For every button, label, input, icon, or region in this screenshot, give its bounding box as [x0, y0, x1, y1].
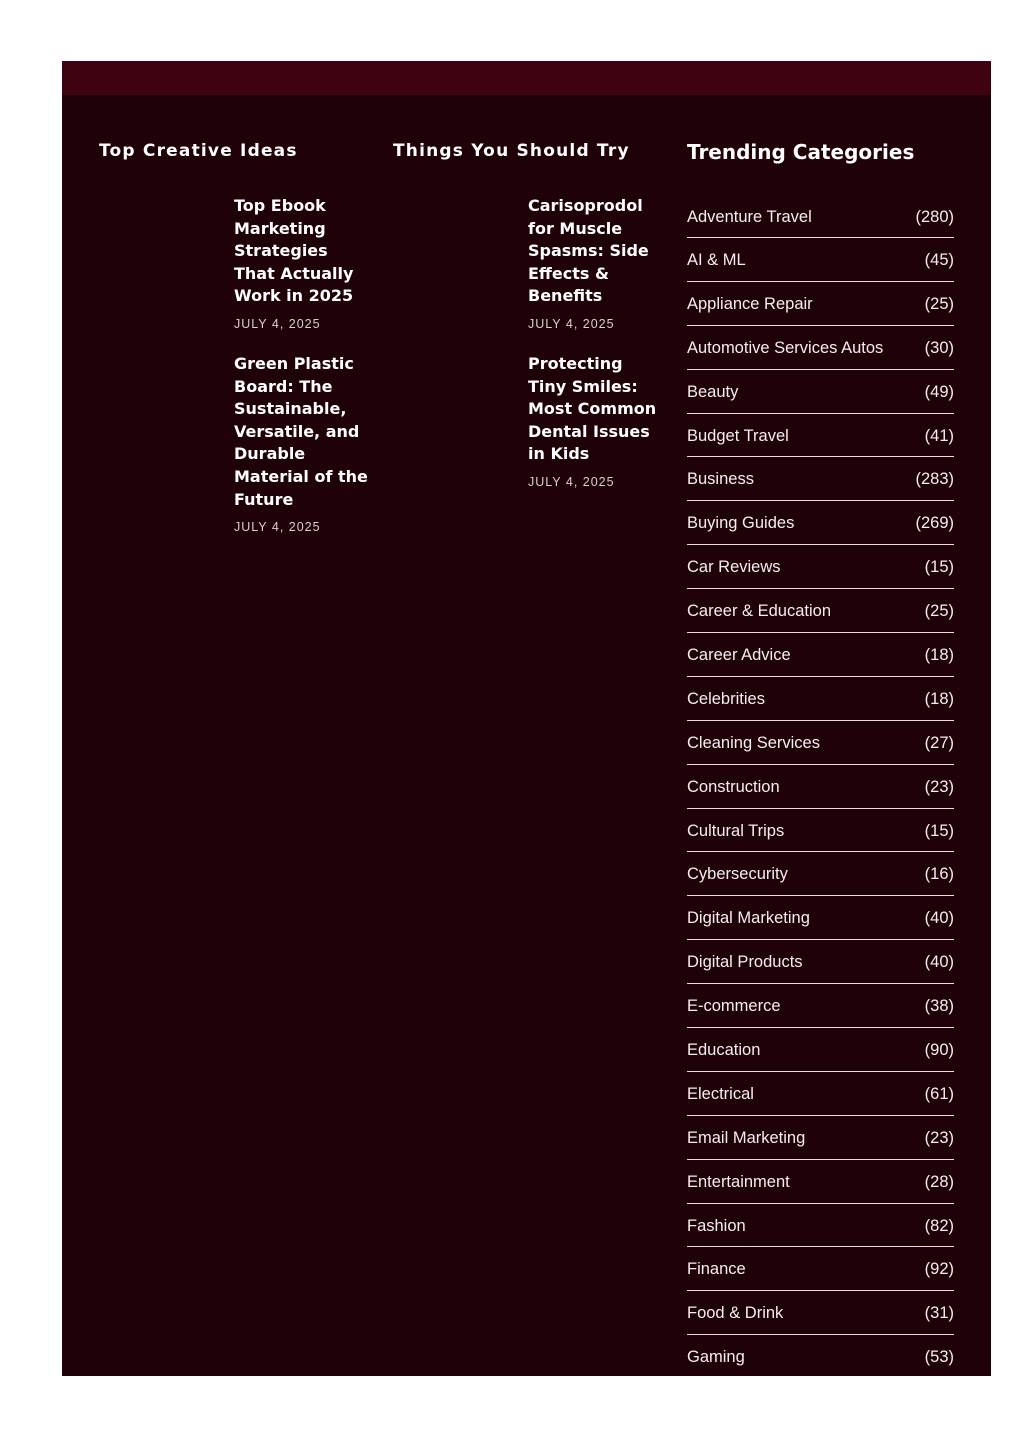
post-thumbnail[interactable] [393, 195, 513, 285]
category-count: (49) [924, 382, 954, 401]
category-count: (16) [924, 865, 954, 884]
category-name: Celebrities [687, 689, 765, 708]
category-item[interactable] [687, 896, 954, 940]
category-item[interactable] [687, 809, 954, 853]
category-name: Budget Travel [687, 426, 789, 445]
post-item [99, 195, 369, 331]
category-count: (25) [924, 602, 954, 621]
category-name: Cleaning Services [687, 733, 820, 752]
category-count: (92) [924, 1260, 954, 1279]
category-count: (269) [915, 514, 954, 533]
category-count: (61) [924, 1084, 954, 1103]
category-item[interactable] [687, 326, 954, 370]
category-item[interactable] [687, 984, 954, 1028]
category-item[interactable] [687, 1291, 954, 1335]
category-name: Business [687, 470, 754, 489]
category-name: Entertainment [687, 1172, 790, 1191]
post-list [393, 195, 663, 489]
category-count: (40) [924, 953, 954, 972]
category-count: (30) [924, 338, 954, 357]
category-name: Appliance Repair [687, 294, 813, 313]
category-count: (40) [924, 909, 954, 928]
category-item[interactable] [687, 589, 954, 633]
category-name: Cultural Trips [687, 821, 785, 840]
post-thumbnail[interactable] [393, 353, 513, 443]
category-item[interactable] [687, 1116, 954, 1160]
post-date: JULY 4, 2025 [234, 316, 321, 331]
category-item[interactable] [687, 501, 954, 545]
category-count: (25) [924, 294, 954, 313]
category-item[interactable] [687, 195, 954, 238]
category-item[interactable] [687, 414, 954, 458]
category-item[interactable] [687, 457, 954, 501]
category-item[interactable] [687, 1335, 954, 1376]
category-name: Beauty [687, 382, 739, 401]
post-title-link[interactable]: Protecting Tiny Smiles: Most Common Dental Issues in Kids [528, 353, 657, 464]
post-item [99, 353, 369, 534]
category-count: (53) [924, 1348, 954, 1367]
post-title-link[interactable]: Carisoprodol for Muscle Spasms: Side Effects & Benefits [528, 196, 649, 306]
category-count: (41) [924, 426, 954, 445]
category-count: (82) [924, 1216, 954, 1235]
category-name: Cybersecurity [687, 865, 788, 884]
footer-top-bar [62, 61, 991, 95]
post-list [99, 195, 369, 534]
post-date: JULY 4, 2025 [528, 316, 615, 331]
category-name: Education [687, 1040, 761, 1059]
category-item[interactable] [687, 1160, 954, 1204]
category-count: (23) [924, 1128, 954, 1147]
post-thumbnail[interactable] [99, 195, 219, 285]
category-name: Automotive Services Autos [687, 338, 884, 357]
widget-top-creative-ideas [99, 139, 369, 556]
category-name: Construction [687, 777, 780, 796]
category-count: (31) [924, 1304, 954, 1323]
post-date: JULY 4, 2025 [528, 474, 615, 489]
category-count: (45) [924, 250, 954, 269]
category-list [687, 195, 954, 1376]
post-thumbnail[interactable] [99, 353, 219, 443]
post-title-link[interactable]: Green Plastic Board: The Sustainable, Versatile, and Durable Material of the Future [234, 353, 368, 509]
category-item[interactable] [687, 545, 954, 589]
category-item[interactable] [687, 852, 954, 896]
category-count: (18) [924, 689, 954, 708]
category-item[interactable] [687, 633, 954, 677]
widget-title: Trending Categories [687, 140, 915, 164]
category-count: (15) [924, 821, 954, 840]
category-name: Gaming [687, 1348, 745, 1367]
post-title-link[interactable]: Top Ebook Marketing Strategies That Actually Work in 2025 [234, 196, 354, 306]
category-name: E-commerce [687, 997, 781, 1016]
widget-title: Things You Should Try [393, 141, 630, 161]
category-item[interactable] [687, 1072, 954, 1116]
widget-title: Top Creative Ideas [99, 141, 298, 161]
post-item [393, 353, 663, 489]
site-footer [62, 61, 991, 1376]
post-date: JULY 4, 2025 [234, 520, 321, 535]
category-item[interactable] [687, 677, 954, 721]
category-name: AI & ML [687, 250, 746, 269]
category-name: Email Marketing [687, 1128, 806, 1147]
category-count: (90) [924, 1040, 954, 1059]
category-name: Adventure Travel [687, 207, 812, 226]
widget-things-you-should-try [393, 139, 663, 511]
post-item [393, 195, 663, 331]
category-count: (283) [915, 470, 954, 489]
category-name: Digital Products [687, 953, 803, 972]
category-count: (23) [924, 777, 954, 796]
category-name: Buying Guides [687, 514, 795, 533]
category-count: (27) [924, 733, 954, 752]
category-name: Digital Marketing [687, 909, 810, 928]
category-name: Career Advice [687, 645, 791, 664]
category-item[interactable] [687, 370, 954, 414]
category-count: (15) [924, 558, 954, 577]
category-count: (18) [924, 645, 954, 664]
category-name: Car Reviews [687, 558, 781, 577]
category-count: (28) [924, 1172, 954, 1191]
category-name: Electrical [687, 1084, 754, 1103]
category-item[interactable] [687, 765, 954, 809]
category-item[interactable] [687, 721, 954, 765]
category-name: Food & Drink [687, 1304, 784, 1323]
widget-trending-categories [687, 139, 954, 1376]
category-item[interactable] [687, 1247, 954, 1291]
category-item[interactable] [687, 238, 954, 282]
category-name: Finance [687, 1260, 746, 1279]
category-name: Career & Education [687, 602, 831, 621]
category-name: Fashion [687, 1216, 746, 1235]
category-count: (280) [915, 207, 954, 226]
category-item[interactable] [687, 1028, 954, 1072]
category-count: (38) [924, 997, 954, 1016]
category-item[interactable] [687, 1204, 954, 1248]
category-item[interactable] [687, 940, 954, 984]
category-item[interactable] [687, 282, 954, 326]
